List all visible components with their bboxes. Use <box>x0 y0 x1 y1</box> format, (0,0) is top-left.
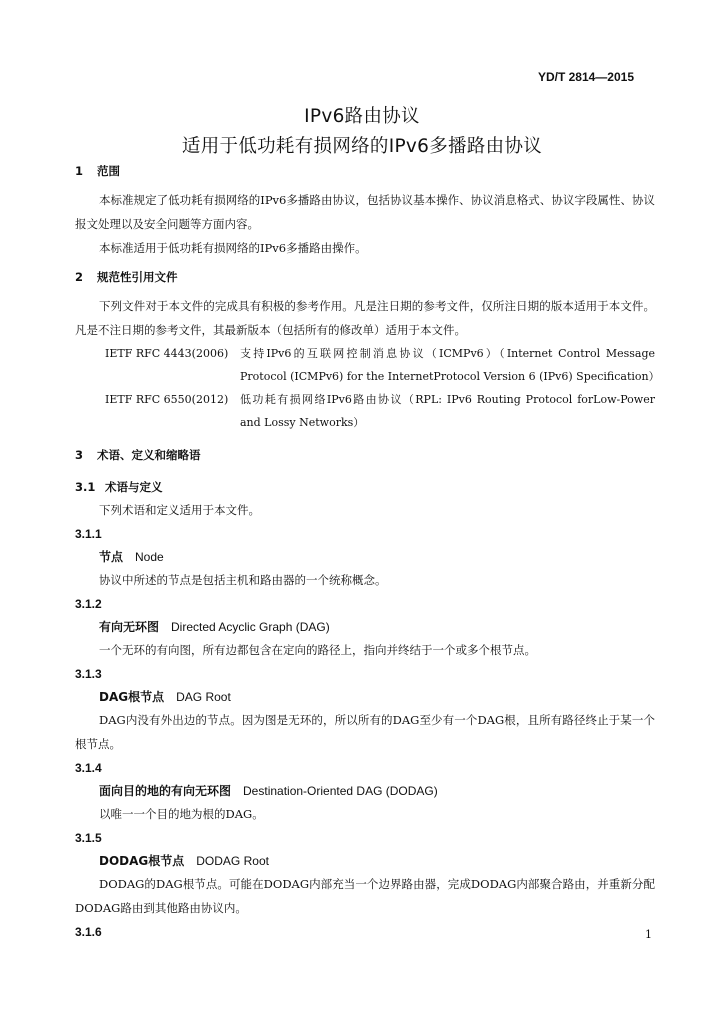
term-name <box>75 850 655 872</box>
term-zh: DODAG根节点 <box>99 854 185 868</box>
term-number: 3.1.3 <box>75 667 102 681</box>
term-zh: 面向目的地的有向无环图 <box>99 784 232 798</box>
term-number: 3.1.2 <box>75 597 102 611</box>
section-title: 范围 <box>97 164 120 178</box>
term-definition: 以唯一一个目的地为根的DAG。 <box>99 807 264 821</box>
subsection-title: 术语与定义 <box>105 480 163 494</box>
term-en: Directed Acyclic Graph (DAG) <box>171 620 330 634</box>
document-title: IPv6路由协议 <box>304 106 420 127</box>
reference-title: 低功耗有损网络IPv6路由协议（RPL: IPv6 Routing Protocol forLow-Power and Lossy Networks） <box>240 393 655 429</box>
term-name <box>75 780 655 802</box>
term-zh: DAG根节点 <box>99 690 165 704</box>
term-definition: 一个无环的有向图，所有边都包含在定向的路径上，指向并终结于一个或多个根节点。 <box>99 643 536 657</box>
term-number: 3.1.6 <box>75 925 102 939</box>
section-1-heading <box>75 160 655 182</box>
term-number: 3.1.1 <box>75 527 102 541</box>
term-name <box>75 546 655 568</box>
document-subtitle: 适用于低功耗有损网络的IPv6多播路由协议 <box>181 136 543 157</box>
term-definition: 协议中所述的节点是包括主机和路由器的一个统称概念。 <box>99 573 387 587</box>
reference-item <box>75 388 655 434</box>
subsection-number: 3.1 <box>75 480 96 494</box>
title-block <box>0 102 724 162</box>
term-definition: DAG内没有外出边的节点。因为图是无环的，所以所有的DAG至少有一个DAG根，且所有路径终止于某一个根节点。 <box>75 713 655 751</box>
paragraph: 本标准适用于低功耗有损网络的IPv6多播路由操作。 <box>99 241 367 255</box>
page-number: 1 <box>645 928 652 941</box>
reference-item <box>75 342 660 388</box>
term-definition: DODAG的DAG根节点。可能在DODAG内部充当一个边界路由器，完成DODAG内部聚合路由，并重新分配DODAG路由到其他路由协议内。 <box>75 877 655 915</box>
section-3-heading <box>75 444 655 466</box>
section-2-heading <box>75 266 655 288</box>
term-number: 3.1.5 <box>75 831 102 845</box>
reference-code: IETF RFC 6550(2012) <box>105 393 229 406</box>
paragraph: 下列术语和定义适用于本文件。 <box>99 503 260 517</box>
paragraph: 下列文件对于本文件的完成具有积极的参考作用。凡是注日期的参考文件，仅所注日期的版本适用于本文件。凡是不注日期的参考文件，其最新版本（包括所有的修改单）适用于本文件。 <box>75 299 655 337</box>
term-en: Destination-Oriented DAG (DODAG) <box>243 784 438 798</box>
term-number: 3.1.4 <box>75 761 102 775</box>
section-number: 1 <box>75 164 84 178</box>
term-name <box>75 616 655 638</box>
section-title: 规范性引用文件 <box>97 270 178 284</box>
term-zh: 有向无环图 <box>99 620 160 634</box>
term-en: Node <box>135 550 164 564</box>
term-en: DODAG Root <box>196 854 269 868</box>
document-code: YD/T 2814—2015 <box>537 70 634 84</box>
subsection-3-1-heading <box>75 476 655 498</box>
paragraph: 本标准规定了低功耗有损网络的IPv6多播路由协议，包括协议基本操作、协议消息格式、协议字段属性、协议报文处理以及安全问题等方面内容。 <box>75 193 655 231</box>
section-title: 术语、定义和缩略语 <box>97 448 201 462</box>
term-en: DAG Root <box>176 690 231 704</box>
document-body <box>75 160 660 944</box>
term-zh: 节点 <box>99 550 124 564</box>
reference-title: 支持IPv6的互联网控制消息协议（ICMPv6）（Internet Control Message Protocol (ICMPv6) for the InternetProtocol Version 6 (IPv6) Specification） <box>240 347 660 383</box>
section-number: 2 <box>75 270 84 284</box>
reference-code: IETF RFC 4443(2006) <box>105 347 229 360</box>
term-name <box>75 686 655 708</box>
section-number: 3 <box>75 448 84 462</box>
